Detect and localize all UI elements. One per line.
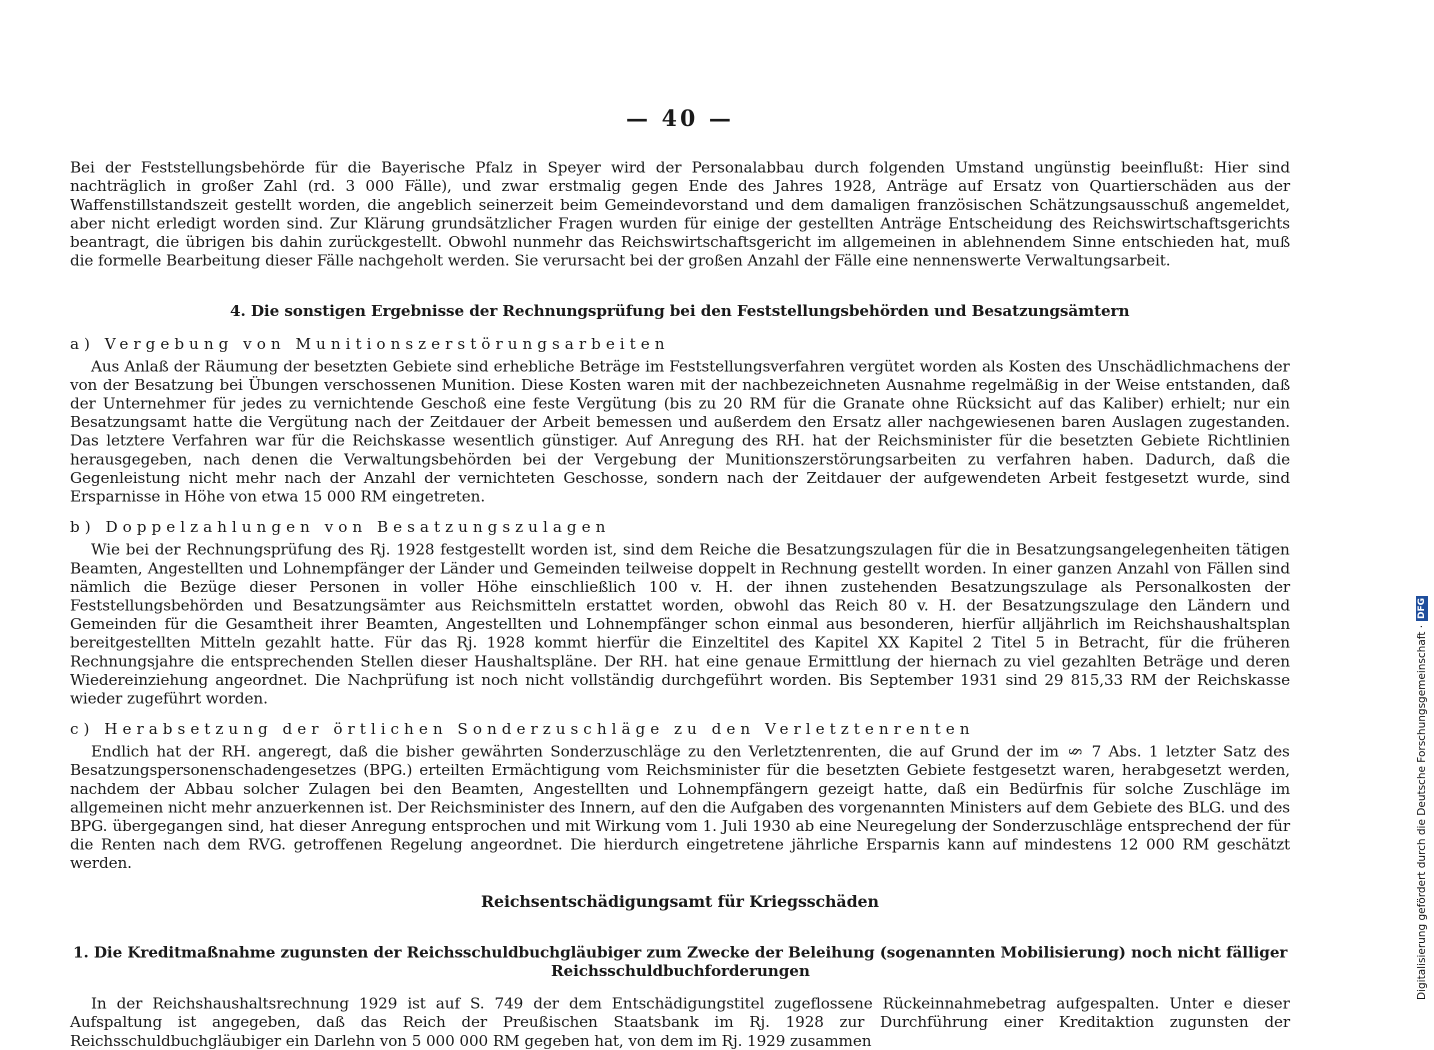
subsection-heading: b) Doppelzahlungen von Besatzungszulagen (70, 518, 611, 537)
page-number: — 40 — (626, 106, 734, 132)
page-text-area (70, 106, 1290, 1050)
paragraph: Endlich hat der RH. angeregt, daß die bisher gewährten Sonderzuschläge zu den Verletztenrenten, die auf Grund der im § 7 Abs. 1 letzter Satz des Besatzungspersonenschadengesetzes (BPG.) erteilten Ermächtigung vom Reichsminister für die besetzten Gebiete festgesetzt waren, herabgesetzt werden, nachdem der Abbau solcher Zulagen bei den Beamten, Angestellten und Lohnempfängern gezeigt hatte, daß ein Bedürfnis für solche Zuschläge im allgemeinen nicht mehr anzuerkennen ist. Der Reichsminister des Innern, auf den die Aufgaben des vorgenannten Ministers auf dem Gebiete des BLG. und des BPG. übergegangen sind, hat dieser Anregung entsprochen und mit Wirkung vom 1. Juli 1930 ab eine Neuregelung der Sonderzuschläge entsprechend der für die Renten nach dem RVG. getroffenen Regelung angeordnet. Die hierdurch eingetretene jährliche Ersparnis kann auf mindestens 12 000 RM geschätzt werden. (70, 742, 1290, 873)
paragraph: Bei der Feststellungsbehörde für die Bayerische Pfalz in Speyer wird der Personalabbau durch folgenden Umstand ungünstig beeinflußt: Hier sind nachträglich in großer Zahl (rd. 3 000 Fälle), und zwar erstmalig gegen Ende des Jahres 1928, Anträge auf Ersatz von Quartierschäden aus der Waffenstillstandszeit gestellt worden, die angeblich seinerzeit beim Gemeindevorstand und dem damaligen französischen Schätzungsausschuß angemeldet, aber nicht erledigt worden sind. Zur Klärung grundsätzlicher Fragen wurden für einige der gestellten Anträge Entscheidung des Reichswirtschaftsgerichts beantragt, die übrigen bis dahin zurückgestellt. Obwohl nunmehr das Reichswirtschaftsgericht im allgemeinen in ablehnendem Sinne entschieden hat, muß die formelle Bearbeitung dieser Fälle nachgeholt werden. Sie verursacht bei der großen Anzahl der Fälle eine nennenswerte Verwaltungsarbeit. (70, 158, 1290, 270)
credit-text: Digitalisierung gefördert durch die Deutsche Forschungsgemeinschaft · (1416, 624, 1428, 1000)
paragraph: Aus Anlaß der Räumung der besetzten Gebiete sind erhebliche Beträge im Feststellungsverfahren vergütet worden als Kosten des Unschädlichmachens der von der Besatzung bei Übungen verschossenen Munition. Diese Kosten waren mit der nachbezeichneten Ausnahme regelmäßig in der Weise entstanden, daß der Unternehmer für jedes zu vernichtende Geschoß eine feste Vergütung (bis zu 20 RM für die Granate ohne Rücksicht auf das Kaliber) erhielt; nur ein Besatzungsamt hatte die Vergütung nach der Zeitdauer der Arbeit bemessen und außerdem den Ersatz aller nachgewiesenen baren Auslagen zugestanden. Das letztere Verfahren war für die Reichskasse wesentlich günstiger. Auf Anregung des RH. hat der Reichsminister für die besetzten Gebiete Richtlinien herausgegeben, nach denen die Verwaltungsbehörden bei der Vergebung der Munitionszerstörungsarbeiten zu verfahren haben. Dadurch, daß die Gegenleistung nicht mehr nach der Anzahl der vernichteten Geschosse, sondern nach der Zeitdauer der aufgewendeten Arbeit festgesetzt wurde, sind Ersparnisse in Höhe von etwa 15 000 RM eingetreten. (70, 357, 1290, 506)
section-heading: 1. Die Kreditmaßnahme zugunsten der Reichsschuldbuchgläubiger zum Zwecke der Beleihung (sogenannten Mobilisierung) noch nicht fälliger Reichsschuldbuchforderungen (72, 943, 1288, 980)
rotated-page (70, 100, 1290, 1050)
dfg-logo: DFG (1417, 597, 1427, 619)
digitization-credit (1410, 6, 1434, 1000)
section-heading: 4. Die sonstigen Ergebnisse der Rechnungsprüfung bei den Feststellungsbehörden und Besatzungsämtern (230, 302, 1130, 321)
subsection-heading: a) Vergebung von Munitionszerstörungsarbeiten (70, 334, 670, 353)
subsection-heading: c) Herabsetzung der örtlichen Sonderzuschläge zu den Verletztenrenten (70, 720, 975, 739)
paragraph: Wie bei der Rechnungsprüfung des Rj. 1928 festgestellt worden ist, sind dem Reiche die Besatzungszulagen für die in Besatzungsangelegenheiten tätigen Beamten, Angestellten und Lohnempfänger der Länder und Gemeinden teilweise doppelt in Rechnung gestellt worden. In einer ganzen Anzahl von Fällen sind nämlich die Bezüge dieser Personen in voller Höhe einschließlich 100 v. H. der ihnen zustehenden Besatzungszulage als Personalkosten der Feststellungsbehörden und Besatzungsämter aus Reichsmitteln erstattet worden, obwohl das Reich 80 v. H. der Besatzungszulage den Ländern und Gemeinden für die Gesamtheit ihrer Beamten, Angestellten und Lohnempfänger schon einmal aus besonderen, hierfür alljährlich im Reichshaushaltsplan bereitgestellten Mitteln gezahlt hatte. Für das Rj. 1928 kommt hierfür die Einzeltitel des Kapitel XX Kapitel 2 Titel 5 in Betracht, für die früheren Rechnungsjahre die entsprechenden Stellen dieser Haushaltspläne. Der RH. hat eine genaue Ermittlung der hiernach zu viel gezahlten Beträge und deren Wiedereinziehung angeordnet. Die Nachprüfung ist noch nicht vollständig durchgeführt worden. Bis September 1931 sind 29 815,33 RM der Reichskasse wieder zugeführt worden. (70, 540, 1290, 708)
paragraph: In der Reichshaushaltsrechnung 1929 ist auf S. 749 der dem Entschädigungstitel zugeflossene Rückeinnahmebetrag aufgespalten. Unter e dieser Aufspaltung ist angegeben, daß das Reich der Preußischen Staatsbank im Rj. 1928 zur Durchführung einer Kreditaktion zugunsten der Reichsschuldbuchgläubiger ein Darlehn von 5 000 000 RM gegeben hat, von dem im Rj. 1929 zusammen (70, 994, 1290, 1050)
chapter-heading: Reichsentschädigungsamt für Kriegsschäden (481, 891, 879, 911)
